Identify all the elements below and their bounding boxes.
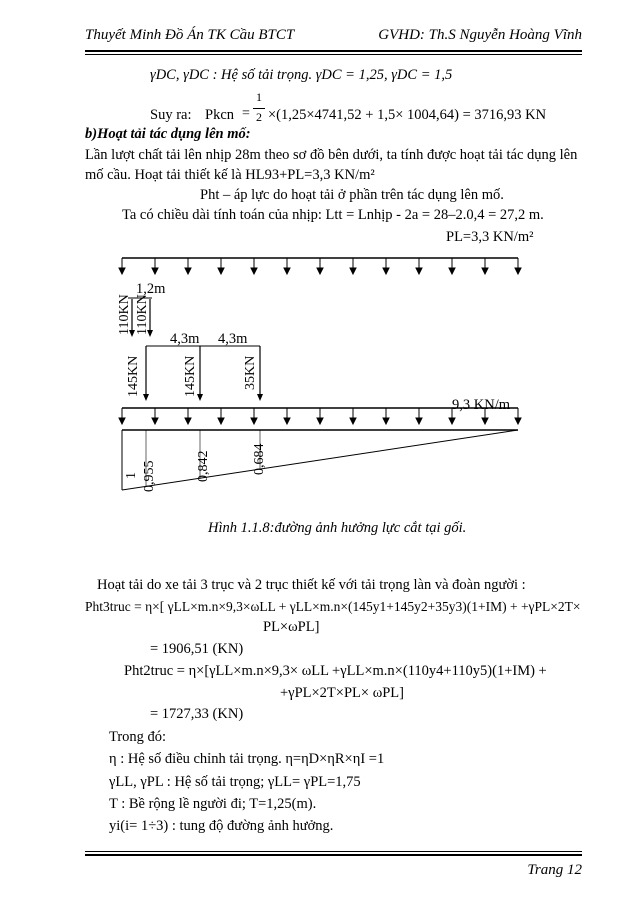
definition-eta: η : Hệ số điều chỉnh tải trọng. η=ηD×ηR×ηI =1	[109, 751, 385, 767]
suy-ra-lhs: Pkcn	[205, 107, 234, 123]
formula-p3-result: = 1906,51 (KN)	[150, 641, 244, 657]
ordinate-0684: 0,684	[252, 443, 267, 475]
equals-sign: =	[242, 106, 250, 121]
influence-slope	[122, 430, 518, 490]
formula-p2-result: = 1727,33 (KN)	[150, 706, 244, 722]
formula-p2-line1: Pht2truc = η×[γLL×m.n×9,3× ωLL +γLL×m.n×(110y4+110y5)(1+IM) +	[124, 663, 547, 679]
footer-rule-thin	[85, 851, 582, 852]
load-label-110a: 110KN	[117, 294, 132, 335]
definition-gamma: γLL, γPL : Hệ số tải trọng; γLL= γPL=1,75	[109, 774, 361, 790]
paragraph-line: Pht – áp lực do hoạt tải ở phần trên tác dụng lên mố.	[200, 187, 504, 203]
formula-p3-line2: PL×ωPL]	[263, 619, 320, 635]
suy-ra-label: Suy ra:	[150, 107, 192, 123]
section-heading: b)Hoạt tải tác dụng lên mố:	[85, 126, 251, 142]
footer-rule	[85, 854, 582, 856]
ordinate-1: 1	[124, 472, 139, 479]
header-rule-thin	[85, 54, 582, 55]
influence-line-diagram	[100, 225, 580, 525]
page-number: Trang 12	[527, 862, 582, 878]
fraction-bar	[253, 108, 265, 109]
paragraph-line: mố cầu. Hoạt tải thiết kế là HL93+PL=3,3 KN/m²	[85, 167, 375, 183]
dim-label-43b: 4,3m	[218, 331, 248, 347]
formula-p2-line2: +γPL×2T×PL× ωPL]	[280, 685, 404, 701]
paragraph-line: Ta có chiều dài tính toán của nhịp: Ltt = Lnhịp - 2a = 28–2.0,4 = 27,2 m.	[122, 207, 544, 223]
load-label-35: 35KN	[243, 355, 258, 390]
load-label-145a: 145KN	[126, 355, 141, 397]
dim-label-12: 1,2m	[136, 281, 166, 297]
pl-load-arrows	[119, 258, 521, 274]
fraction-numerator: 1	[256, 90, 262, 104]
definition-T: T : Bề rộng lề người đi; T=1,25(m).	[109, 796, 317, 812]
header-rule	[85, 50, 582, 52]
pl-load-label: PL=3,3 KN/m²	[446, 229, 534, 245]
dim-label-43a: 4,3m	[170, 331, 200, 347]
paragraph-line: Hoạt tải do xe tải 3 trục và 2 trục thiết kế với tải trọng làn và đoàn người :	[97, 577, 526, 593]
trong-do-label: Trong đó:	[109, 729, 167, 745]
definition-y: yi(i= 1÷3) : tung độ đường ảnh hưởng.	[109, 818, 334, 834]
load-label-145b: 145KN	[183, 355, 198, 397]
header-title: Thuyết Minh Đồ Án TK Cầu BTCT	[85, 27, 295, 43]
ordinate-0955: 0,955	[142, 460, 157, 492]
paragraph-line: Lần lượt chất tải lên nhịp 28m theo sơ đồ bên dưới, ta tính được hoạt tải tác dụng lên	[85, 147, 578, 163]
ordinate-0842: 0,842	[196, 450, 211, 482]
formula-p3-line1: Pht3truc = η×[ γLL×m.n×9,3×ωLL + γLL×m.n×(145y1+145y2+35y3)(1+IM) + +γPL×2T×	[85, 599, 581, 614]
figure-caption: Hình 1.1.8:đường ảnh hưởng lực cắt tại gối.	[208, 520, 467, 536]
lane-load-label: 9,3 KN/m	[452, 397, 510, 413]
header-instructor: GVHD: Th.S Nguyễn Hoàng Vĩnh	[378, 27, 582, 43]
fraction-denominator: 2	[256, 110, 262, 124]
suy-ra-rhs: ×(1,25×4741,52 + 1,5× 1004,64) = 3716,93 KN	[268, 107, 547, 123]
gamma-definition: γDC, γDC : Hệ số tải trọng. γDC = 1,25, γDC = 1,5	[150, 67, 453, 83]
load-label-110b: 110KN	[135, 294, 150, 335]
